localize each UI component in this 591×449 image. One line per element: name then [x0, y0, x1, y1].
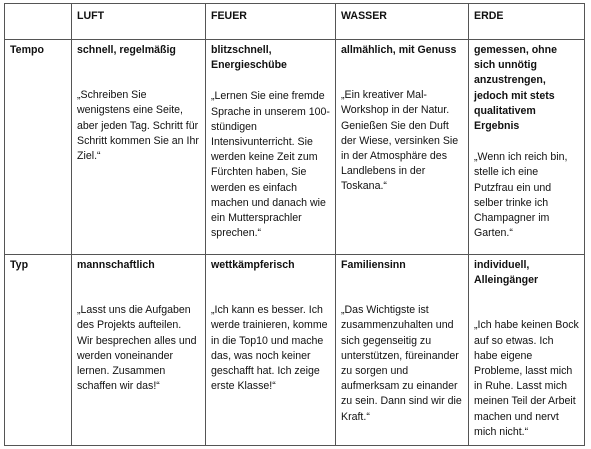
header-cell-erde: ERDE [469, 4, 585, 40]
cell-typ-feuer [206, 255, 336, 446]
cell-tempo-erde [469, 40, 585, 255]
table-header-row [5, 4, 585, 40]
elements-table [4, 3, 585, 446]
table-row-typ [5, 255, 585, 446]
row-label-typ: Typ [5, 255, 72, 446]
cell-title: mannschaftlich [77, 259, 155, 271]
cell-title: gemessen, ohne sich unnötig anzustrengen, jedoch mit stets qualitativem Ergebnis [474, 44, 558, 133]
cell-typ-luft [72, 255, 206, 446]
cell-title: schnell, regelmäßig [77, 44, 176, 56]
header-cell-wasser: WASSER [336, 4, 469, 40]
cell-typ-erde [469, 255, 585, 446]
cell-title: Familiensinn [341, 259, 406, 271]
table-row-tempo [5, 40, 585, 255]
cell-tempo-luft [72, 40, 206, 255]
cell-quote: „Lernen Sie eine fremde Sprache in unserem 100-stündigen Intensivunterricht. Sie werden keine Zeit zum Fürchten haben, Sie werden es einfach machen und danach wie ein Muttersprachler sprechen.“ [211, 90, 330, 240]
cell-quote: „Ich habe keinen Bock auf so etwas. Ich habe eigene Probleme, lasst mich in Ruhe. Lasst mich meinen Teil der Arbeit machen und nervt mich nicht.“ [474, 319, 579, 438]
cell-title: individuell, Alleingänger [474, 259, 539, 287]
cell-title: wettkämpferisch [211, 259, 295, 271]
cell-quote: „Ein kreativer Mal-Workshop in der Natur. Genießen Sie den Duft der Wiese, versinken Sie in der Atmosphäre des Landlebens in der Toskana.“ [341, 89, 459, 193]
cell-quote: „Das Wichtigste ist zusammenzuhalten und sich gegenseitig zu unterstützen, füreinander zu sorgen und aufmerksam zu einander zu sein. Dann sind wir die Kraft.“ [341, 304, 462, 423]
header-cell-feuer: FEUER [206, 4, 336, 40]
cell-title: allmählich, mit Genuss [341, 44, 457, 56]
cell-typ-wasser [336, 255, 469, 446]
header-cell-empty [5, 4, 72, 40]
cell-quote: „Wenn ich reich bin, stelle ich eine Putzfrau ein und selber trinke ich Champagner im Garten.“ [474, 151, 568, 240]
row-label-tempo: Tempo [5, 40, 72, 255]
cell-tempo-feuer [206, 40, 336, 255]
cell-tempo-wasser [336, 40, 469, 255]
cell-quote: „Schreiben Sie wenigstens eine Seite, aber jeden Tag. Schritt für Schritt kommen Sie an Ihr Ziel.“ [77, 89, 199, 163]
cell-quote: „Ich kann es besser. Ich werde trainieren, komme in die Top10 und mache das, was noch keiner geschafft hat. Ich zeige erste Klasse!“ [211, 304, 328, 393]
cell-title: blitzschnell, Energieschübe [211, 44, 287, 72]
header-cell-luft: LUFT [72, 4, 206, 40]
cell-quote: „Lasst uns die Aufgaben des Projekts aufteilen. Wir besprechen alles und werden voneinander lernen. Zusammen schaffen wir das!“ [77, 304, 197, 393]
